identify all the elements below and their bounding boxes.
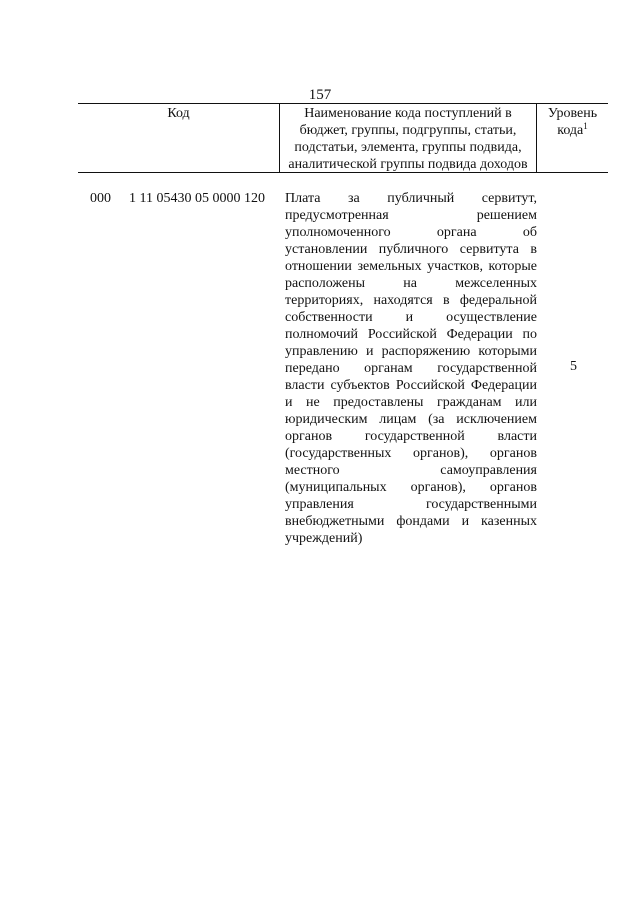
header-name — [279, 104, 537, 172]
header-level — [537, 104, 608, 172]
header-code-label: Код — [167, 106, 190, 121]
footnote-marker: 1 — [583, 121, 588, 131]
header-code — [78, 104, 279, 172]
table-header — [78, 103, 608, 173]
admin-code: 000 — [90, 191, 111, 206]
row-description: Плата за публичный сервитут, предусмотренная решением уполномоченного органа об установлении публичного сервитута в отношении земельных участков, которые расположены на межселенных территориях, находятся в федеральной собственности и осуществление полномочий Российской Федерации по управлению и распоряжению которыми передано органам государственной власти субъектов Российской Федерации и не предоставлены гражданам или юридическим лицам (за исключением органов государственной власти (государственных органов), органов местного самоуправления (муниципальных органов), органов управления государственными внебюджетными фондами и казенных учреждений) — [285, 191, 537, 546]
budget-code: 1 11 05430 05 0000 120 — [129, 191, 265, 206]
header-level-label: Уровень кода — [547, 106, 598, 138]
row-level: 5 — [570, 359, 577, 374]
page-number: 157 — [308, 87, 332, 103]
header-name-label: Наименование кода поступлений в бюджет, группы, подгруппы, статьи, подстатьи, элемента, группы подвида, аналитической группы подвида доходов — [288, 106, 528, 172]
